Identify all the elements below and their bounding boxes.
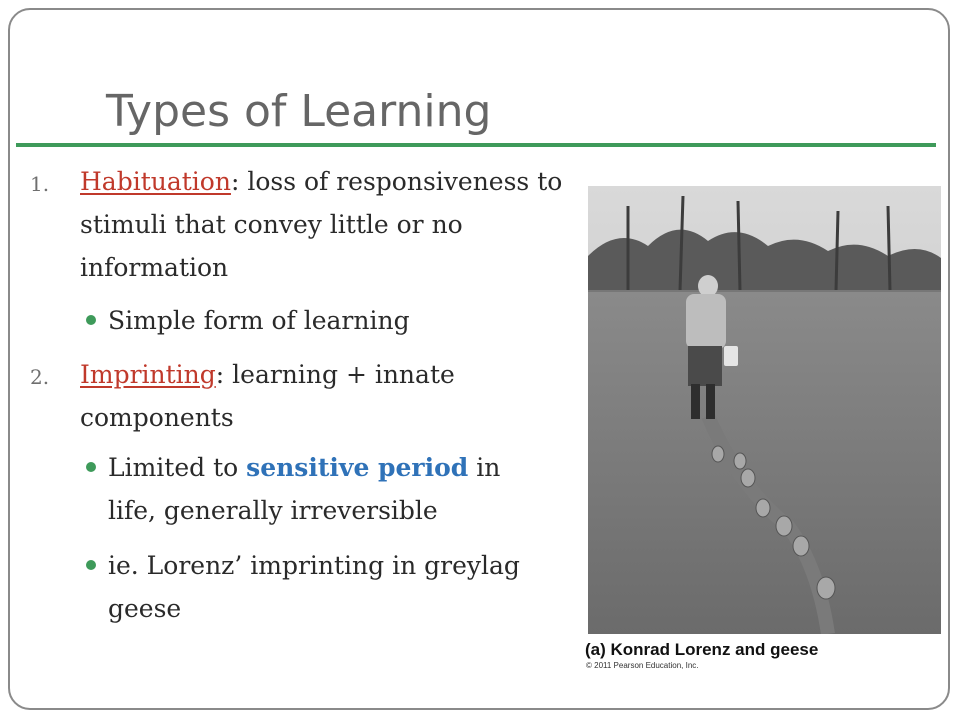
highlight-sensitive-period: sensitive period <box>246 453 469 482</box>
term-habituation: Habituation <box>80 167 231 196</box>
bullet-text: Limited to <box>108 453 247 482</box>
title-divider <box>16 143 936 147</box>
definition-line: : loss of responsiveness to <box>230 167 563 196</box>
bullet-text: geese <box>108 594 182 623</box>
bullet-icon <box>86 462 96 472</box>
photo-lorenz-geese <box>588 186 941 634</box>
term-imprinting: Imprinting <box>80 360 216 389</box>
item-number: 2. <box>30 365 50 389</box>
definition-line: : learning + innate <box>215 360 455 389</box>
item-number: 1. <box>30 172 50 196</box>
bullet-text: ie. Lorenz’ imprinting in greylag <box>108 551 520 580</box>
definition-line: components <box>80 403 234 432</box>
bullet-icon <box>86 315 96 325</box>
bullet-text: in <box>468 453 501 482</box>
definition-line: stimuli that convey little or no <box>80 210 463 239</box>
bullet-text: Simple form of learning <box>108 306 410 335</box>
figure-caption: (a) Konrad Lorenz and geese <box>585 640 819 659</box>
definition-line: information <box>80 253 229 282</box>
slide-title: Types of Learning <box>106 86 492 137</box>
figure-copyright: © 2011 Pearson Education, Inc. <box>586 661 699 670</box>
bullet-icon <box>86 560 96 570</box>
bullet-text: life, generally irreversible <box>108 496 438 525</box>
